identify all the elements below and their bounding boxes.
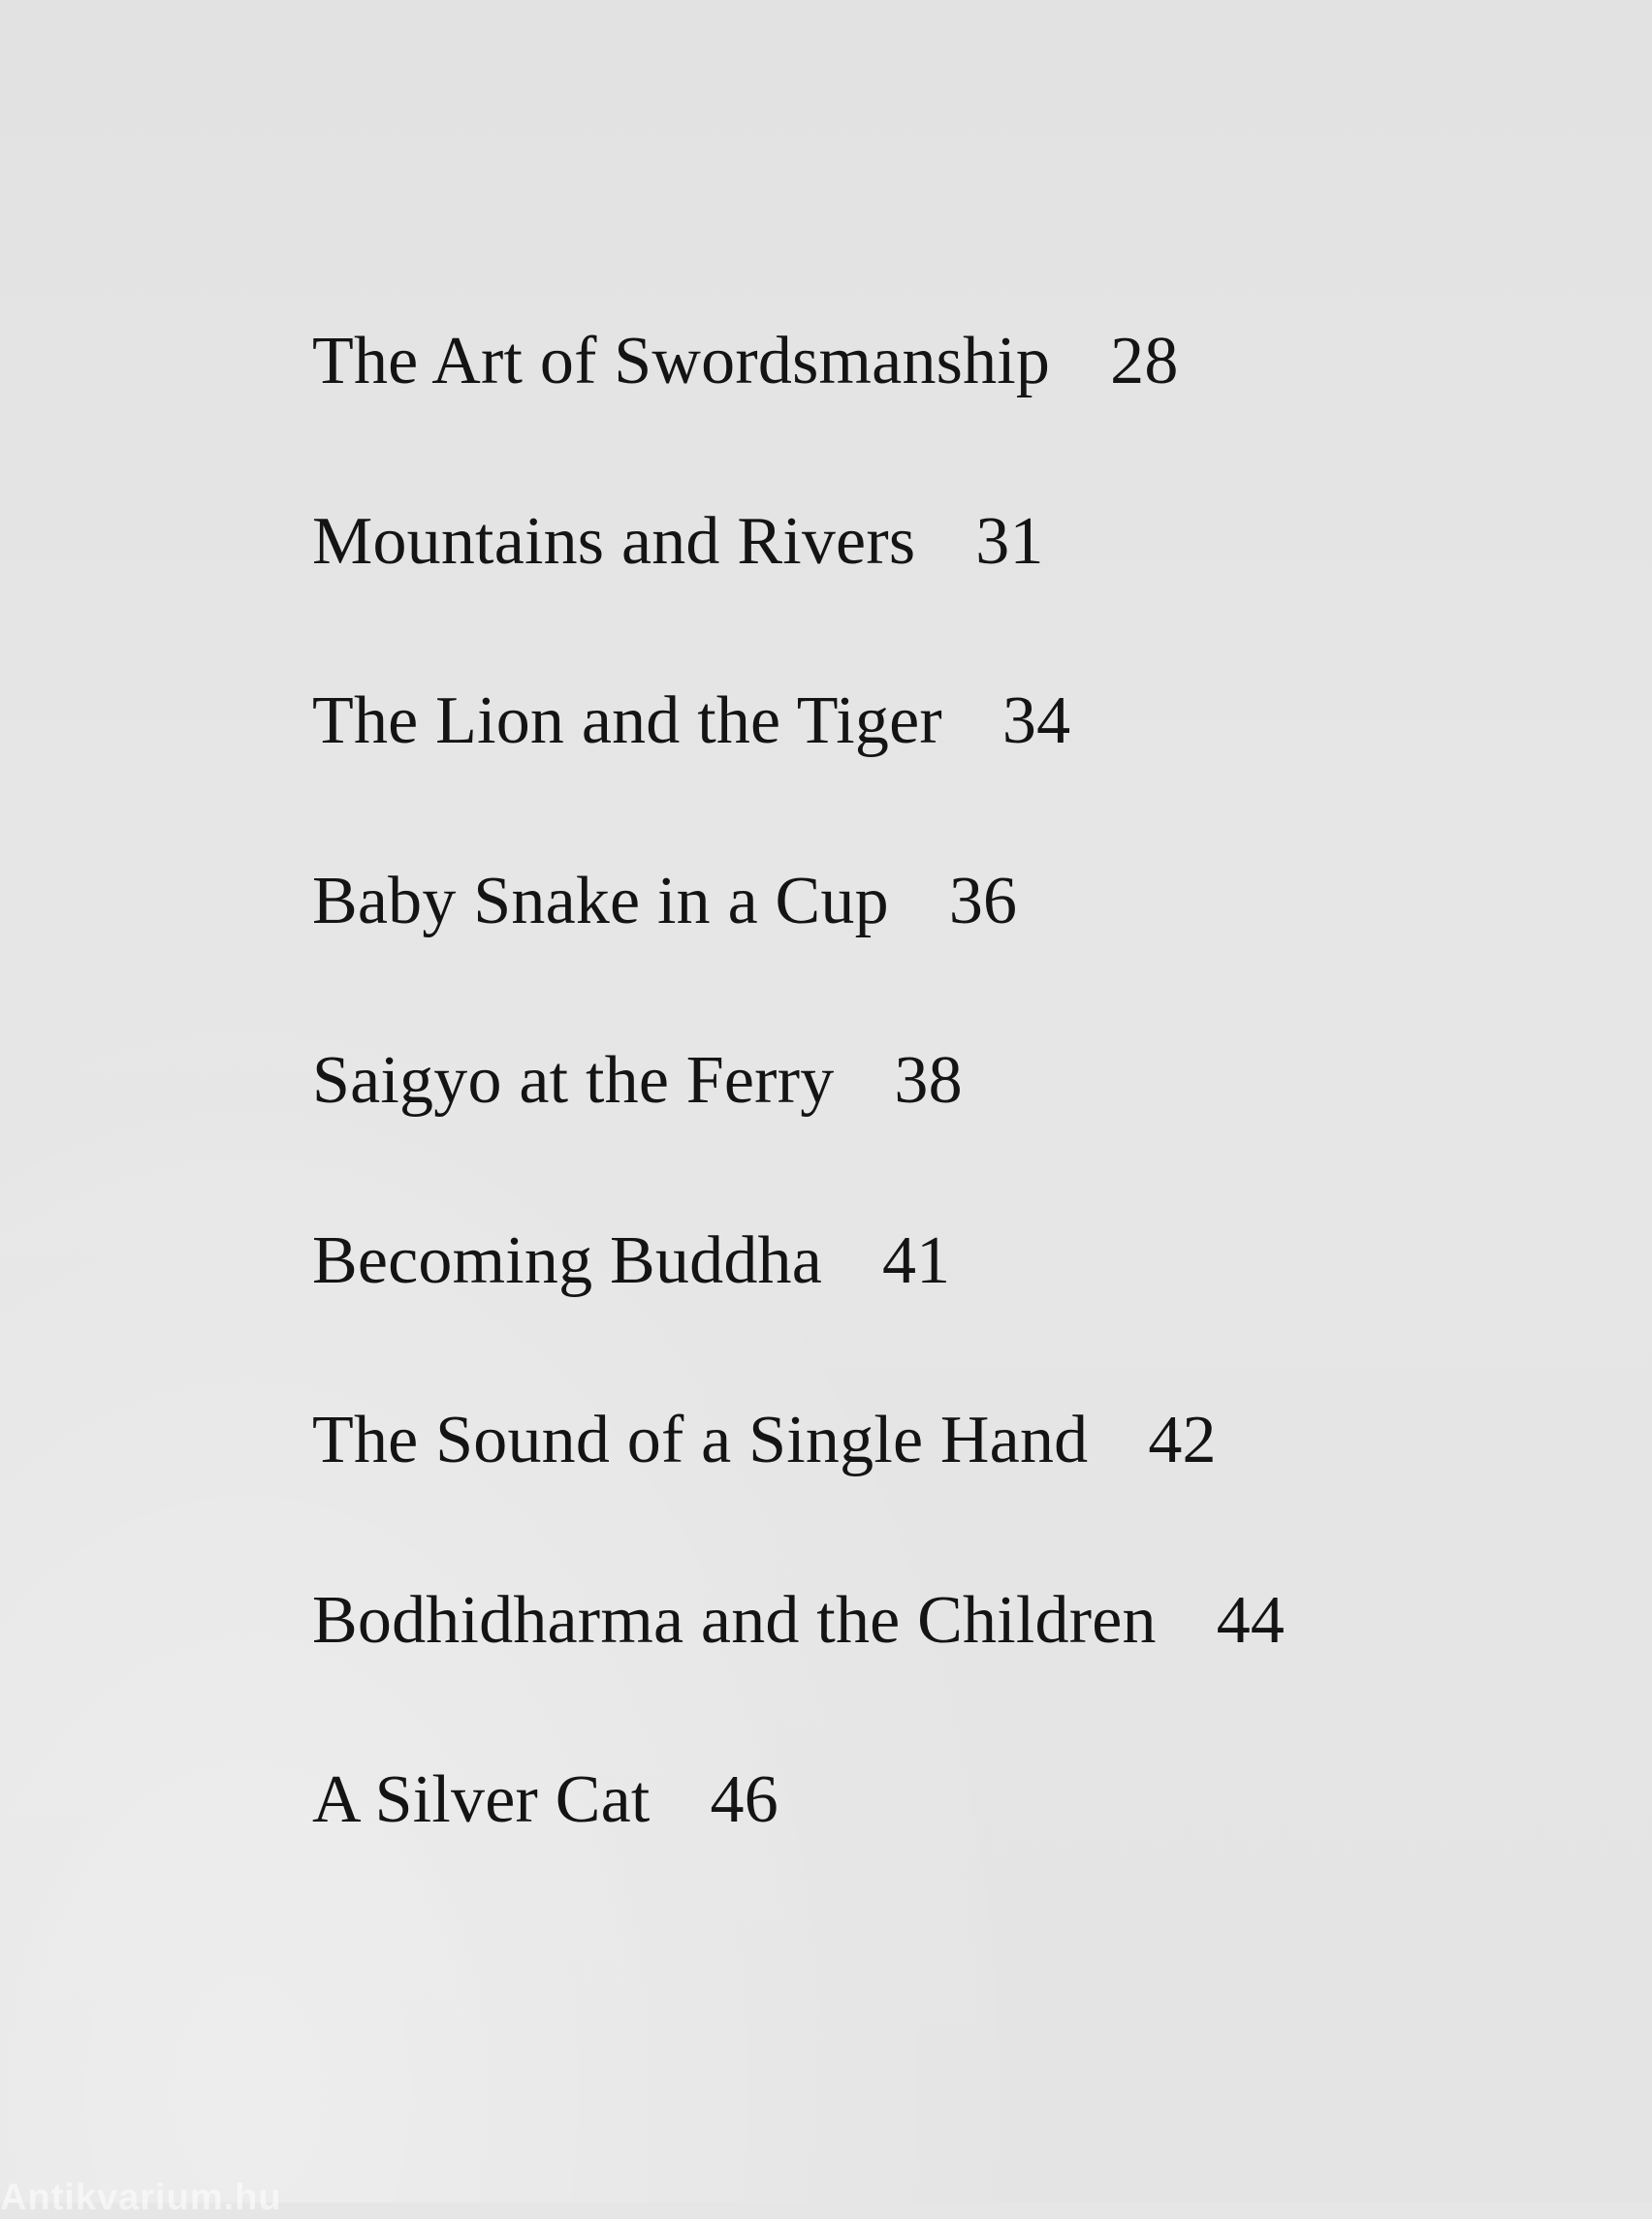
toc-entry-title: The Sound of a Single Hand [312, 1403, 1089, 1477]
toc-entry [312, 503, 1573, 688]
toc-entry-title: Bodhidharma and the Children [312, 1582, 1157, 1658]
toc-entry-page-number: 44 [1216, 1582, 1286, 1658]
toc-entry-page-number: 34 [1001, 683, 1071, 758]
toc-entry-title: The Lion and the Tiger [312, 683, 942, 758]
toc-entry [312, 1403, 1573, 1587]
toc-entry-title: A Silver Cat [312, 1762, 651, 1837]
toc-entry-title: Becoming Buddha [312, 1222, 822, 1298]
toc-entry-title: Saigyo at the Ferry [312, 1043, 835, 1118]
toc-entry [312, 683, 1573, 868]
toc-entry [312, 1762, 1573, 1947]
toc-entry-title: The Art of Swordsmanship [312, 324, 1051, 398]
toc-entry-title: Baby Snake in a Cup [312, 863, 889, 938]
toc-entry [312, 1043, 1573, 1227]
toc-entry [312, 1222, 1573, 1408]
toc-entry [312, 863, 1573, 1048]
toc-entry-page-number: 36 [948, 863, 1018, 938]
toc-entry [312, 1582, 1573, 1767]
toc-entry-title: Mountains and Rivers [312, 503, 916, 579]
toc-entry-page-number: 46 [710, 1762, 778, 1837]
watermark: Antikvarium.hu [0, 2177, 282, 2218]
toc-entry [312, 324, 1573, 508]
table-of-contents [312, 324, 1573, 1947]
toc-entry-page-number: 38 [894, 1043, 963, 1118]
toc-entry-page-number: 31 [975, 503, 1044, 579]
toc-entry-page-number: 41 [881, 1222, 951, 1298]
toc-entry-page-number: 28 [1110, 324, 1179, 398]
toc-entry-page-number: 42 [1148, 1403, 1217, 1477]
